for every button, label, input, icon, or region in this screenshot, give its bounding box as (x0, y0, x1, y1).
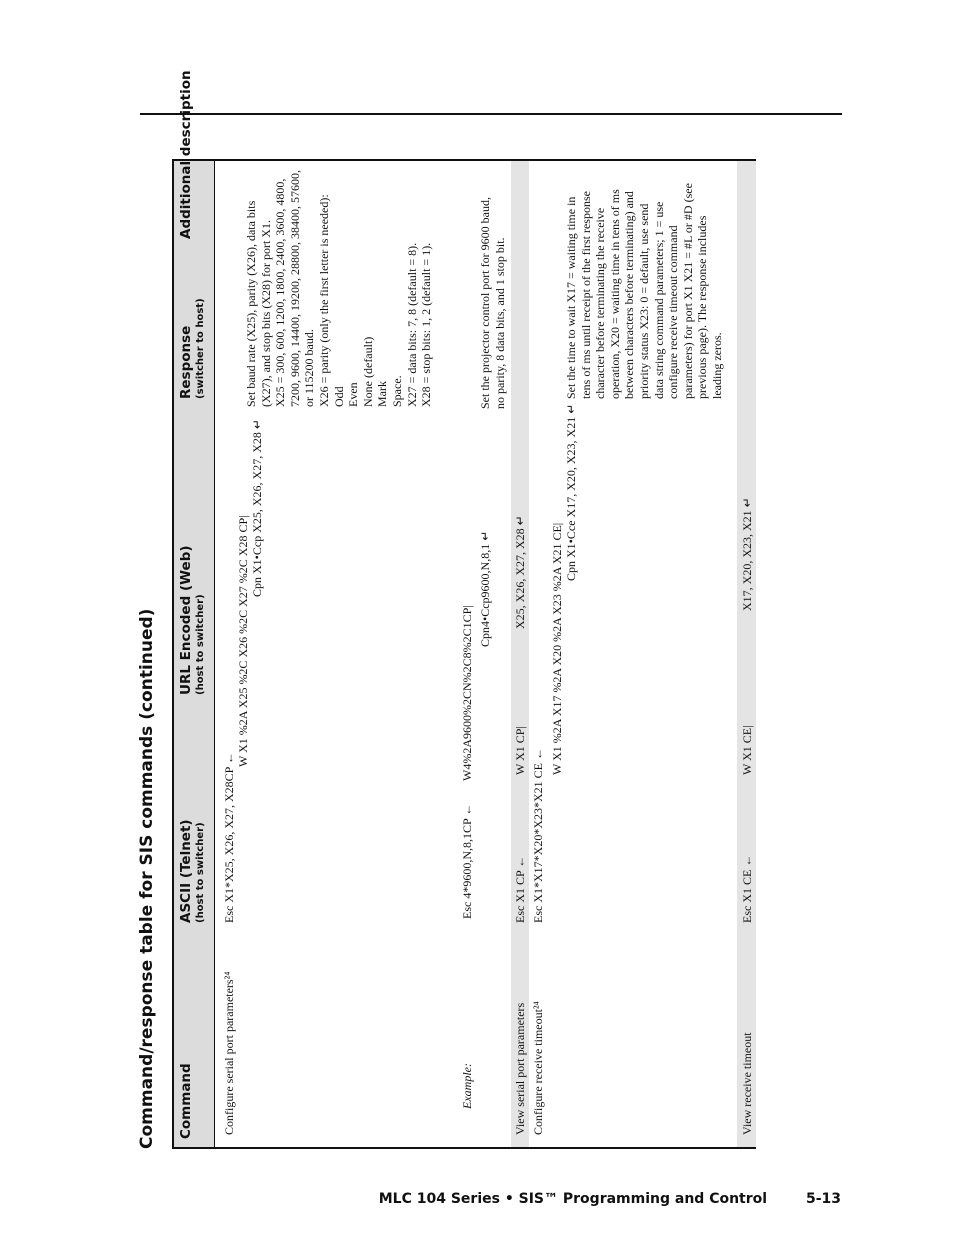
cmd-view-serial: View serial port parameters (513, 1002, 527, 1135)
response-configure-serial: Cpn X1•Ccp X25, X26, X27, X28 ↵ (250, 419, 264, 597)
url-configure-serial: W X1 %2A X25 %2C X26 %2C X27 %2C X28 CP| (236, 515, 250, 767)
table-header (174, 70, 215, 1147)
ascii-configure-timeout: Esc X1*X17*X20*X23*X21 CE ← (531, 748, 545, 923)
cmd-configure-serial: Configure serial port parameters²⁴ (222, 971, 236, 1135)
row-band-view-serial (511, 161, 529, 1147)
header-ascii: ASCII (Telnet) (host to switcher) (178, 819, 206, 923)
page-footer (379, 1191, 841, 1207)
desc-configure-serial: Set baud rate (X25), parity (X26), data bits (X27), and stop bits (X28) for port X1. X25 = 300, 600, 1200, 1800, 2400, 3600, 4800, 7200, 9600, 14400, 19200, 28800, 38400, 57600, or 115200 baud. X26 = parity (only the first letter is needed): Odd Even None (default) Mark Space. X27 = data bits: 7, 8 (default = 8). X28 = stop bits: 1, 2 (default = 1). (244, 170, 434, 407)
response-view-serial: X25, X26, X27, X28 ↵ (513, 515, 527, 629)
ascii-view-serial: Esc X1 CP ← (513, 855, 527, 923)
url-configure-timeout: W X1 %2A X17 %2A X20 %2A X23 %2A X21 CE| (550, 522, 564, 775)
desc-example: Set the projector control port for 9600 baud, no parity, 8 data bits, and 1 stop bit. (478, 197, 507, 409)
rotated-table-page (137, 70, 756, 1149)
example-label: Example: (460, 1063, 474, 1109)
header-command: Command (178, 1063, 194, 1139)
header-description: Additional description (178, 70, 194, 239)
response-view-timeout: X17, X20, X23, X21 ↵ (740, 497, 754, 611)
table-caption: Command/response table for SIS commands (continued) (137, 608, 157, 1149)
command-table (172, 70, 756, 1149)
page-number: 5-13 (805, 1191, 841, 1207)
response-configure-timeout: Cpn X1•Cce X17, X20, X23, X21 ↵ (564, 403, 578, 581)
header-response: Response (switcher to host) (178, 298, 206, 399)
ascii-configure-serial: Esc X1*X25, X26, X27, X28CP ← (222, 752, 236, 923)
url-view-serial: W X1 CP| (513, 726, 527, 775)
url-view-timeout: W X1 CE| (740, 725, 754, 775)
response-example: Cpn4•Ccp9600,N,8,1 ↵ (478, 530, 492, 647)
desc-configure-timeout: Set the time to wait X17 = waiting time in tens of ms until receipt of the first response character before terminating the receive operation, X20 = waiting time in tens of ms between characters before terminating) and priority status X23: 0 = default, use send data string command parameters; 1 = use configure receive timeout command parameters) for port X1 X21 = #L or #D (see previous page). The response includes leading zeros. (564, 183, 724, 399)
top-rule (140, 113, 842, 115)
cmd-view-timeout: View receive timeout (740, 1032, 754, 1135)
ascii-example: Esc 4*9600,N,8,1CP ← (460, 803, 474, 919)
ascii-view-timeout: Esc X1 CE ← (740, 854, 754, 923)
url-example: W4%2A9600%2CN%2C8%2C1CP| (460, 605, 474, 781)
cmd-configure-timeout: Configure receive timeout²⁴ (531, 1001, 545, 1135)
row-band-view-timeout (737, 161, 756, 1147)
header-url: URL Encoded (Web) (host to switcher) (178, 545, 206, 695)
footer-title: MLC 104 Series • SIS™ Programming and Control (378, 1191, 768, 1207)
